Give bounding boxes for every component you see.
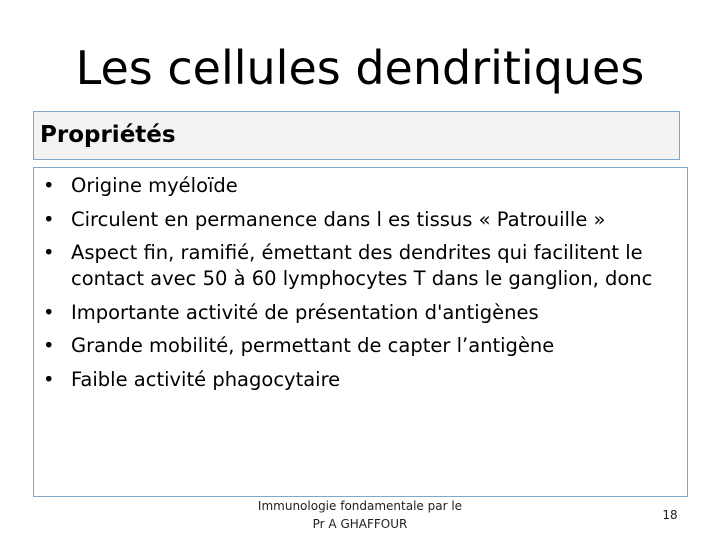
footer-line-1: Immunologie fondamentale par le	[257, 499, 463, 513]
bullet-text: Origine myéloïde	[71, 174, 238, 197]
footer-line-2: Pr A GHAFFOUR	[312, 517, 408, 531]
subtitle: Propriétés	[40, 122, 176, 148]
bullet-item	[43, 173, 671, 199]
bullet-item	[43, 367, 671, 393]
bullet-text: Importante activité de présentation d'antigènes	[71, 300, 539, 324]
bullet-text: Faible activité phagocytaire	[71, 367, 341, 391]
bullet-icon: •	[43, 334, 55, 357]
bullet-text: Aspect fin, ramifié, émettant des dendrites qui facilitent le contact avec 50 à 60 lymphocytes T dans le ganglion, donc	[71, 241, 653, 290]
bullet-list	[43, 173, 671, 400]
bullet-icon: •	[43, 367, 55, 391]
bullet-text: Grande mobilité, permettant de capter l’antigène	[71, 334, 555, 357]
bullet-icon: •	[43, 207, 55, 231]
bullet-icon: •	[43, 300, 55, 324]
bullet-icon: •	[43, 241, 55, 264]
subtitle-box	[33, 111, 680, 160]
bullet-text: Circulent en permanence dans l es tissus « Patrouille »	[71, 207, 606, 231]
slide-title: Les cellules dendritiques	[75, 41, 645, 95]
bullet-item	[43, 240, 671, 292]
footer	[235, 497, 485, 533]
page-number: 18	[662, 508, 678, 522]
bullet-icon: •	[43, 174, 55, 197]
bullet-item	[43, 300, 671, 326]
content-box	[33, 167, 688, 497]
bullet-item	[43, 333, 671, 359]
bullet-item	[43, 207, 671, 233]
